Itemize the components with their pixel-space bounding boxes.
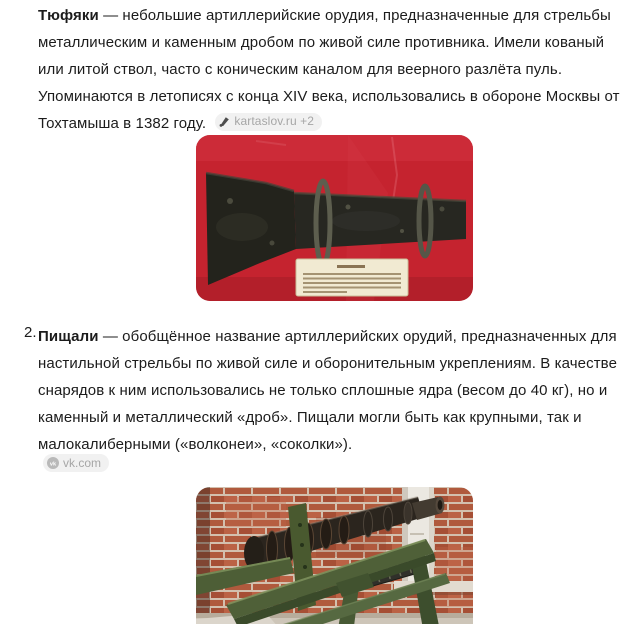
source-label: kartaslov.ru +2: [234, 114, 315, 128]
museum-placard: [296, 259, 408, 296]
kartaslov-favicon-icon: [219, 116, 230, 127]
definition-paragraph-1: [38, 2, 631, 137]
definition-text-2: — обобщённое название артиллерийских орудий, предназначенных для настильной стрельбы по живой силе и оборонительным укреплениям. В качестве снарядов к ним использовались не только сплошные ядра (весом до 40 кг), но и каменный и металлический «дроб». Пищали могли быть как крупными, так и малокалиберными («волконеи», «соколки»).: [38, 328, 618, 453]
list-item-tyufyaki: [38, 2, 631, 301]
tyufyak-photo[interactable]: [196, 135, 473, 301]
source-label: vk.com: [63, 456, 102, 470]
source-badge-kartaslov[interactable]: [215, 113, 322, 131]
definition-paragraph-2: [38, 323, 631, 458]
list-number: 2.: [24, 324, 37, 341]
vk-favicon-icon: [47, 457, 59, 469]
term-tyufyaki: Тюфяки: [38, 7, 99, 24]
pishchal-photo-art: [196, 487, 473, 624]
definition-text-1: — небольшие артиллерийские орудия, предназначенные для стрельбы металлическим и каменным дробом по живой силе противника. Имели кованый или литой ствол, часто с коническим каналом для веерного разлёта пуль. Упоминаются в летописях с конца XIV века, использовались в обороне Москвы от Тохтамыша в 1382 году.: [38, 7, 620, 132]
svg-text:vk: vk: [49, 461, 57, 468]
pishchal-photo[interactable]: [196, 487, 473, 624]
list-item-pishchali: [24, 323, 631, 624]
tyufyak-photo-art: [196, 135, 473, 301]
term-pishchali: Пищали: [38, 328, 99, 345]
source-badge-vk[interactable]: [43, 454, 109, 472]
